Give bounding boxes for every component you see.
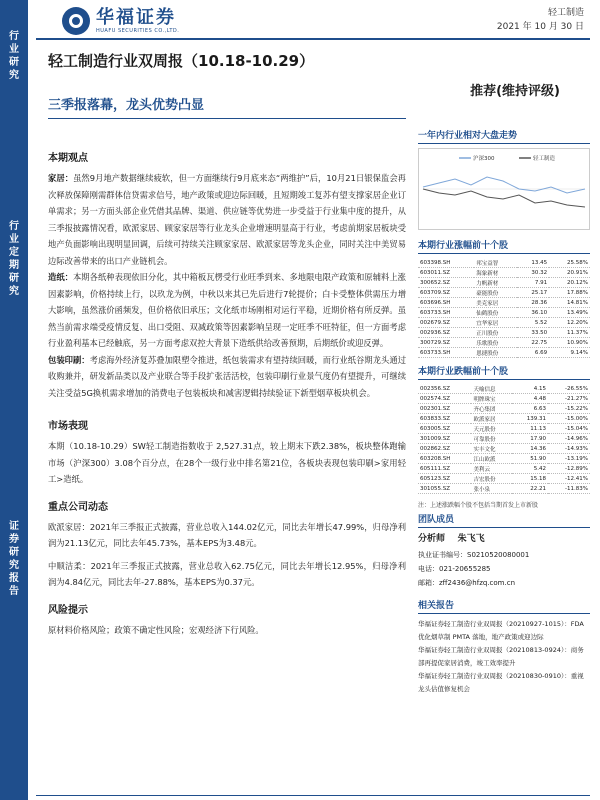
gainer-cell: 30.32: [517, 268, 549, 278]
gainer-cell: 36.10: [517, 308, 549, 318]
sidebar-char: 告: [9, 586, 19, 597]
gainer-row: [418, 298, 590, 308]
paragraph-lead: 包装印刷：: [48, 354, 90, 365]
header-divider: [36, 38, 590, 40]
loser-cell: 15.18: [512, 474, 548, 484]
gainer-cell: 17.88%: [549, 288, 590, 298]
loser-cell: 605111.SZ: [418, 464, 471, 474]
loser-row: [418, 444, 590, 454]
table-note: 注：上述涨跌幅个股不包括当期首发上市新股: [418, 502, 539, 509]
gainer-cell: 11.37%: [549, 328, 590, 338]
gainer-cell: 恩捷股份: [474, 348, 517, 358]
section-heading-views: 本期观点: [48, 153, 88, 164]
gainer-cell: 10.90%: [549, 338, 590, 348]
analyst-info: [418, 532, 590, 590]
sidebar-char: 研: [9, 57, 19, 68]
loser-cell: 603005.SZ: [418, 424, 471, 434]
loser-cell: 可靠股份: [471, 434, 511, 444]
related-report-link[interactable]: 华福证券轻工制造行业双周报（20210830-0910）：重视龙头估值修复机会: [418, 672, 584, 693]
loser-cell: 明牌珠宝: [471, 394, 511, 404]
relative-trend-chart: [418, 148, 590, 230]
loser-cell: 11.13: [512, 424, 548, 434]
paragraph-company-2: 中顺洁柔：2021年三季报正式披露，营业总收入62.75亿元，同比去年增长12.95%，归母净利润为4.84亿元，同比去年-27.88%，基本EPS为0.37元。: [48, 560, 406, 587]
gainer-row: [418, 268, 590, 278]
sidebar-char: 究: [9, 286, 19, 297]
gainer-cell: 9.14%: [549, 348, 590, 358]
header-meta: [497, 6, 584, 34]
paragraph-furniture: [48, 170, 406, 269]
paragraph-text: 虽然9月地产数据继续疲软，但一方面继续行9月底来态“两维护”后，10月21日银保监会再次释放保障刚需群体信贷需求信号，地产政策或迎边际回暖，且短期竣工复苏有望支撑家居企业订单需求；另一方面头部企业凭借其品牌、渠道、供应链等优势进一步受益于行业集中度的提升，从三季报披露情况看，欧派家居、顾家家居等行业龙头企业增速明显高于行业，考虑前期家居板块受地产负面影响出现明显回调，后续可持续关注顾家家居、欧派家居等龙头企业，同时关注中美贸易边际改善带来的出口产业链机会。: [48, 173, 406, 266]
gainer-cell: 22.75: [517, 338, 549, 348]
gainer-cell: 12.20%: [549, 318, 590, 328]
paragraph-lead: 家居：: [48, 173, 74, 183]
sidebar-char: 业: [9, 234, 19, 245]
loser-cell: -15.04%: [548, 424, 590, 434]
sidebar-label-industry-research: [0, 30, 28, 82]
loser-cell: 002301.SZ: [418, 404, 471, 414]
brand-name: 华福证券: [96, 7, 176, 28]
loser-cell: 002356.SZ: [418, 384, 471, 394]
gainer-cell: 邦宝益智: [474, 258, 517, 268]
loser-cell: -14.93%: [548, 444, 590, 454]
gainer-cell: 002679.SZ: [418, 318, 474, 328]
gainer-cell: 14.81%: [549, 298, 590, 308]
gainer-cell: 5.52: [517, 318, 549, 328]
gainer-row: [418, 258, 590, 268]
section-heading-risk: 风险提示: [48, 604, 88, 616]
section-heading-companies: 重点公司动态: [48, 501, 108, 513]
loser-row: [418, 424, 590, 434]
brand-name-en: HUAFU SECURITIES CO.,LTD.: [96, 28, 180, 34]
report-title: 轻工制造行业双周报（10.18-10.29）: [48, 52, 315, 70]
paragraph-risk: 原材料价格风险；政策不确定性风险；宏观经济下行风险。: [48, 624, 264, 635]
license-number: 执业证书编号：S0210520080001: [418, 551, 530, 559]
loser-cell: 14.36: [512, 444, 548, 454]
loser-cell: -11.83%: [548, 484, 590, 494]
sidebar-char: 究: [9, 560, 19, 571]
gainer-cell: 603733.SH: [418, 348, 474, 358]
sidebar-char: 券: [9, 534, 19, 545]
loser-cell: 301055.SZ: [418, 484, 471, 494]
losers-table: [418, 384, 590, 494]
sidebar-char: 研: [9, 547, 19, 558]
gainer-cell: 13.49%: [549, 308, 590, 318]
gainer-cell: 7.91: [517, 278, 549, 288]
main-content: [48, 118, 406, 638]
loser-cell: 欧派家居: [471, 414, 511, 424]
paragraph-text: 考虑海外经济复苏叠加限塑令推进，纸包装需求有望持续回暖，而行业纸谷期龙头通过收购兼并，研发新品类以及产业联合等手段扩张活活校，包装印刷行业景气度仍有望提升，可继续关注受益5G换机需求增加的消费电子包装板块和减害逻辑持续验证下新型烟草板块机会。: [48, 354, 406, 398]
brand-logo: [62, 4, 179, 38]
legend-label-light-industry: 轻工制造: [533, 156, 556, 162]
gainer-cell: 20.91%: [549, 268, 590, 278]
gainer-row: [418, 328, 590, 338]
sidebar-char: 证: [9, 521, 19, 532]
loser-cell: 4.15: [512, 384, 548, 394]
loser-cell: -21.27%: [548, 394, 590, 404]
loser-row: [418, 464, 590, 474]
sidebar-label-securities-report: [0, 520, 28, 598]
gainer-cell: 宜华家居: [474, 318, 517, 328]
gainer-cell: 002936.SZ: [418, 328, 474, 338]
sidebar-char: 定: [9, 247, 19, 258]
team-heading: 团队成员: [418, 512, 590, 528]
loser-cell: 301009.SZ: [418, 434, 471, 444]
loser-row: [418, 394, 590, 404]
sidebar-char: 研: [9, 273, 19, 284]
analyst-line: [418, 532, 590, 546]
sidebar-char: 行: [9, 221, 19, 232]
gainer-row: [418, 348, 590, 358]
loser-cell: -26.55%: [548, 384, 590, 394]
loser-cell: -15.00%: [548, 414, 590, 424]
gainer-cell: 豪能股份: [474, 288, 517, 298]
loser-cell: -12.41%: [548, 474, 590, 484]
paragraph-market: 本期（10.18-10.29）SW轻工制造指数收于 2,527.31点，较上期末下跌2.38%，板块整体跑输市场（沪深300）3.08个百分点，在28个一级行业中排名第21位，各板块表现包装印刷>家用轻工>造纸。: [48, 441, 406, 484]
analyst-name: 朱飞飞: [457, 534, 485, 544]
loser-cell: 6.63: [512, 404, 548, 414]
section-heading-market: 市场表现: [48, 421, 88, 432]
phone-number: 电话：021-20655285: [418, 565, 491, 573]
report-date: 2021 年 10 月 30 日: [496, 22, 584, 32]
gainer-row: [418, 318, 590, 328]
series-line-light-industry: [423, 189, 585, 207]
gainer-cell: 乐歌股份: [474, 338, 517, 348]
loser-cell: 美利云: [471, 464, 511, 474]
related-report-link[interactable]: 华福证券轻工制造行业双周报（20210927-1015）：FDA 优化烟草制 PMTA 落地，地产政策或迎边际: [418, 620, 584, 641]
paragraph-lead: 造纸：: [48, 272, 73, 282]
loser-cell: 002574.SZ: [418, 394, 471, 404]
paragraph-paper: [48, 269, 406, 352]
gainer-cell: 603011.SZ: [418, 268, 474, 278]
gainer-row: [418, 308, 590, 318]
loser-cell: 齐心集团: [471, 404, 511, 414]
report-subtitle: 三季报落幕，龙头优势凸显: [48, 98, 205, 113]
gainers-table: [418, 258, 590, 358]
loser-row: [418, 474, 590, 484]
sidebar-char: 行: [9, 31, 19, 42]
sidebar-label-periodic-research: [0, 220, 28, 298]
analyst-role: 分析师: [418, 534, 446, 544]
legend-label-hs300: 沪深300: [473, 156, 495, 162]
gainer-cell: 300729.SZ: [418, 338, 474, 348]
losers-heading: 本期行业跌幅前十个股: [418, 364, 590, 380]
footer-divider: [36, 795, 590, 796]
sidebar-char: 报: [9, 573, 19, 584]
gainer-row: [418, 278, 590, 288]
loser-row: [418, 384, 590, 394]
loser-cell: -15.22%: [548, 404, 590, 414]
loser-cell: 4.48: [512, 394, 548, 404]
loser-cell: -12.89%: [548, 464, 590, 474]
loser-cell: 5.42: [512, 464, 548, 474]
gainer-cell: 603709.SZ: [418, 288, 474, 298]
trend-chart-svg: [419, 149, 589, 229]
paragraph-packaging: [48, 352, 406, 402]
loser-row: [418, 454, 590, 464]
loser-cell: -13.19%: [548, 454, 590, 464]
loser-cell: 139.31: [512, 414, 548, 424]
gainers-heading: 本期行业涨幅前十个股: [418, 238, 590, 254]
loser-cell: 002862.SZ: [418, 444, 471, 454]
gainer-cell: 603733.SH: [418, 308, 474, 318]
loser-cell: 江山欧派: [471, 454, 511, 464]
gainer-cell: 美克家居: [474, 298, 517, 308]
loser-cell: 17.90: [512, 434, 548, 444]
gainer-cell: 300652.SZ: [418, 278, 474, 288]
gainer-cell: 603696.SH: [418, 298, 474, 308]
loser-cell: 603208.SH: [418, 454, 471, 464]
paragraph-company-1: 欧派家居：2021年三季报正式披露，营业总收入144.02亿元，同比去年增长47.99%，归母净利润为21.13亿元，同比去年45.73%，基本EPS为3.48元。: [48, 521, 406, 548]
loser-row: [418, 404, 590, 414]
loser-cell: 天喻信息: [471, 384, 511, 394]
sidebar-char: 业: [9, 44, 19, 55]
related-report-link[interactable]: 华福证券轻工制造行业双周报（20210813-0924）：商务部再提促家居消费，竣工效率提升: [418, 646, 584, 667]
loser-cell: 605123.SZ: [418, 474, 471, 484]
loser-row: [418, 484, 590, 494]
related-list: [418, 618, 590, 696]
gainer-row: [418, 288, 590, 298]
sidebar-char: 期: [9, 260, 19, 271]
logo-icon: [62, 7, 90, 35]
loser-cell: 天元股份: [471, 424, 511, 434]
loser-cell: 吉宏股份: [471, 474, 511, 484]
paragraph-text: 本期各纸种表现依旧分化，其中箱板瓦楞受行业旺季到来、多地限电限产政策和原辅料上涨因素影响，价格持续上行，以玖龙为例，中秋以来其已先后进行7轮提价；白卡受整体供需压力增大影响，虽然涨价函频发，但价格依旧承压；文化纸市场刚相对运行平稳，近期价格有所反弹。虽然当前需求端受疫情反复、出口受阻、双减政策等因素影响呈现一定旺季不旺特征，但一方面考虑行业盈利基本已经触底，另一方面考虑双控大背景下造纸供给改善预期，后期纸价或迎反弹。: [48, 272, 406, 348]
gainer-cell: 20.12%: [549, 278, 590, 288]
gainer-cell: 海象新材: [474, 268, 517, 278]
sidebar-char: 究: [9, 70, 19, 81]
gainer-cell: 仙鹤股份: [474, 308, 517, 318]
gainer-cell: 力帆新材: [474, 278, 517, 288]
gainer-cell: 28.36: [517, 298, 549, 308]
gainer-row: [418, 338, 590, 348]
rating-badge: 推荐(维持评级): [470, 84, 560, 99]
loser-cell: 张小泉: [471, 484, 511, 494]
related-heading: 相关报告: [418, 598, 590, 614]
industry-label: 轻工制造: [547, 8, 584, 18]
gainer-cell: 33.50: [517, 328, 549, 338]
gainer-cell: 6.69: [517, 348, 549, 358]
email-address: 邮箱：zff2436@hfzq.com.cn: [418, 579, 516, 587]
loser-cell: 实丰文化: [471, 444, 511, 454]
sidebar: [0, 0, 28, 800]
loser-cell: 603833.SZ: [418, 414, 471, 424]
loser-cell: 22.21: [512, 484, 548, 494]
gainer-cell: 13.45: [517, 258, 549, 268]
loser-cell: -14.96%: [548, 434, 590, 444]
loser-row: [418, 414, 590, 424]
gainer-cell: 正川股份: [474, 328, 517, 338]
gainer-cell: 25.58%: [549, 258, 590, 268]
gainer-cell: 603398.SH: [418, 258, 474, 268]
content-divider: [48, 118, 406, 119]
loser-row: [418, 434, 590, 444]
gainer-cell: 25.17: [517, 288, 549, 298]
chart-heading: 一年内行业相对大盘走势: [418, 128, 590, 144]
series-line-hs300: [423, 177, 585, 193]
sidebar-right: [418, 128, 590, 696]
loser-cell: 51.90: [512, 454, 548, 464]
